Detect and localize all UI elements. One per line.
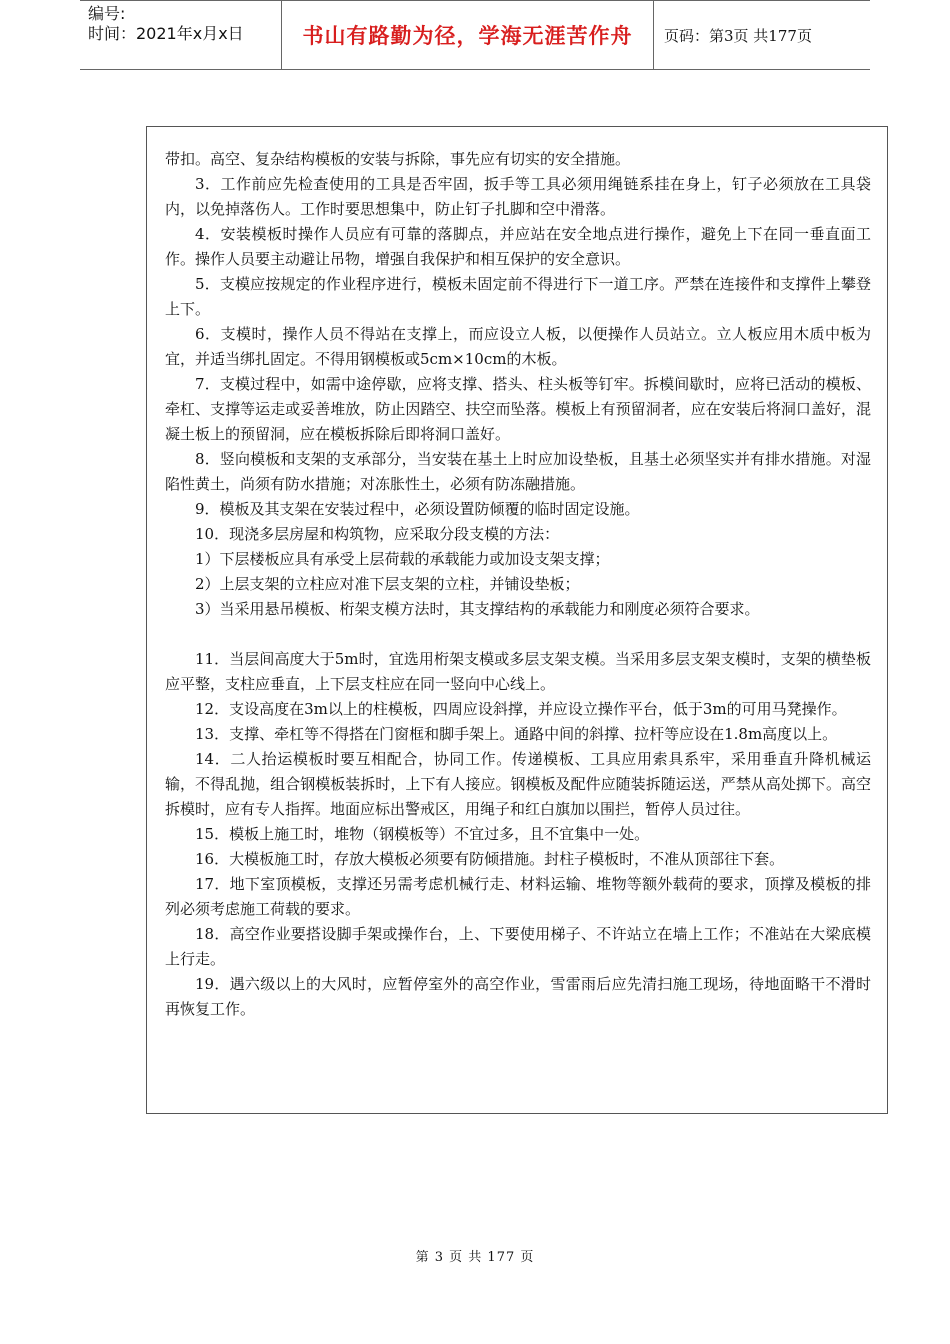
paragraph: 11．当层间高度大于5m时，宜选用桁架支模或多层支架支模。当采用多层支架支模时，支架的横垫板应平整，支柱应垂直，上下层支柱应在同一竖向中心线上。: [165, 650, 871, 693]
paragraph: 4．安装模板时操作人员应有可靠的落脚点，并应站在安全地点进行操作，避免上下在同一垂直面工作。操作人员要主动避让吊物，增强自我保护和相互保护的安全意识。: [165, 225, 871, 268]
paragraph: 9．模板及其支架在安装过程中，必须设置防倾覆的临时固定设施。: [195, 500, 640, 518]
paragraph: 2）上层支架的立柱应对准下层支架的立柱，并铺设垫板；: [195, 575, 580, 593]
content-frame: [146, 126, 888, 1114]
paragraph: 3）当采用悬吊模板、桁架支模方法时，其支撑结构的承载能力和刚度必须符合要求。: [195, 600, 760, 618]
paragraph-spacer: [165, 622, 871, 647]
paragraph: 19．遇六级以上的大风时，应暂停室外的高空作业，雪雷雨后应先清扫施工现场，待地面略干不滑时再恢复工作。: [165, 975, 871, 1018]
page-footer: 第 3 页 共 177 页: [415, 1250, 535, 1265]
paragraph: 17．地下室顶模板，支撑还另需考虑机械行走、材料运输、堆物等额外载荷的要求，顶撑及模板的排列必须考虑施工荷载的要求。: [165, 875, 871, 918]
paragraph: 18．高空作业要搭设脚手架或操作台，上、下要使用梯子、不许站立在墙上工作；不准站在大梁底模上行走。: [165, 925, 871, 968]
header-motto: 书山有路勤为径，学海无涯苦作舟: [281, 1, 654, 69]
page-header: [80, 0, 870, 70]
paragraph: 6．支模时，操作人员不得站在支撑上，而应设立人板，以便操作人员站立。立人板应用木质中板为宜，并适当绑扎固定。不得用钢模板或5cm×10cm的木板。: [165, 325, 871, 368]
document-body: [165, 147, 871, 1022]
paragraph: 12．支设高度在3m以上的柱模板，四周应设斜撑，并应设立操作平台，低于3m的可用马凳操作。: [195, 700, 847, 718]
paragraph: 15．模板上施工时，堆物（钢模板等）不宜过多，且不宜集中一处。: [195, 825, 650, 843]
paragraph: 14．二人抬运模板时要互相配合，协同工作。传递模板、工具应用索具系牢，采用垂直升降机械运输，不得乱抛，组合钢模板装拆时，上下有人接应。钢模板及配件应随装拆随运送，严禁从高处掷下。高空拆模时，应有专人指挥。地面应标出警戒区，用绳子和红白旗加以围拦，暂停人员过往。: [165, 750, 871, 818]
document-time-label: 时间：2021年x月x日: [88, 24, 244, 43]
paragraph: 10．现浇多层房屋和构筑物，应采取分段支模的方法：: [195, 525, 560, 543]
paragraph: 7．支模过程中，如需中途停歇，应将支撑、搭头、柱头板等钉牢。拆模间歇时，应将已活动的模板、牵杠、支撑等运走或妥善堆放，防止因踏空、扶空而坠落。模板上有预留洞者，应在安装后将洞口盖好，混凝土板上的预留洞，应在模板拆除后即将洞口盖好。: [165, 375, 871, 443]
document-number-label: 编号:: [88, 4, 126, 23]
paragraph: 8．竖向模板和支架的支承部分，当安装在基土上时应加设垫板，且基土必须坚实并有排水措施。对湿陷性黄土，尚须有防水措施；对冻胀性土，必须有防冻融措施。: [165, 450, 871, 493]
paragraph: 5．支模应按规定的作业程序进行，模板未固定前不得进行下一道工序。严禁在连接件和支撑件上攀登上下。: [165, 275, 871, 318]
header-page-info: 页码：第3页 共177页: [664, 26, 812, 45]
paragraph: 带扣。高空、复杂结构模板的安装与拆除，事先应有切实的安全措施。: [165, 150, 631, 168]
paragraph: 16．大模板施工时，存放大模板必须要有防倾措施。封柱子模板时，不准从顶部往下套。: [195, 850, 785, 868]
paragraph: 3．工作前应先检查使用的工具是否牢固，扳手等工具必须用绳链系挂在身上，钉子必须放在工具袋内，以免掉落伤人。工作时要思想集中，防止钉子扎脚和空中滑落。: [165, 175, 871, 218]
paragraph: 13．支撑、牵杠等不得搭在门窗框和脚手架上。通路中间的斜撑、拉杆等应设在1.8m高度以上。: [195, 725, 838, 743]
header-meta: [80, 1, 281, 69]
paragraph: 1）下层楼板应具有承受上层荷载的承载能力或加设支架支撑；: [195, 550, 610, 568]
